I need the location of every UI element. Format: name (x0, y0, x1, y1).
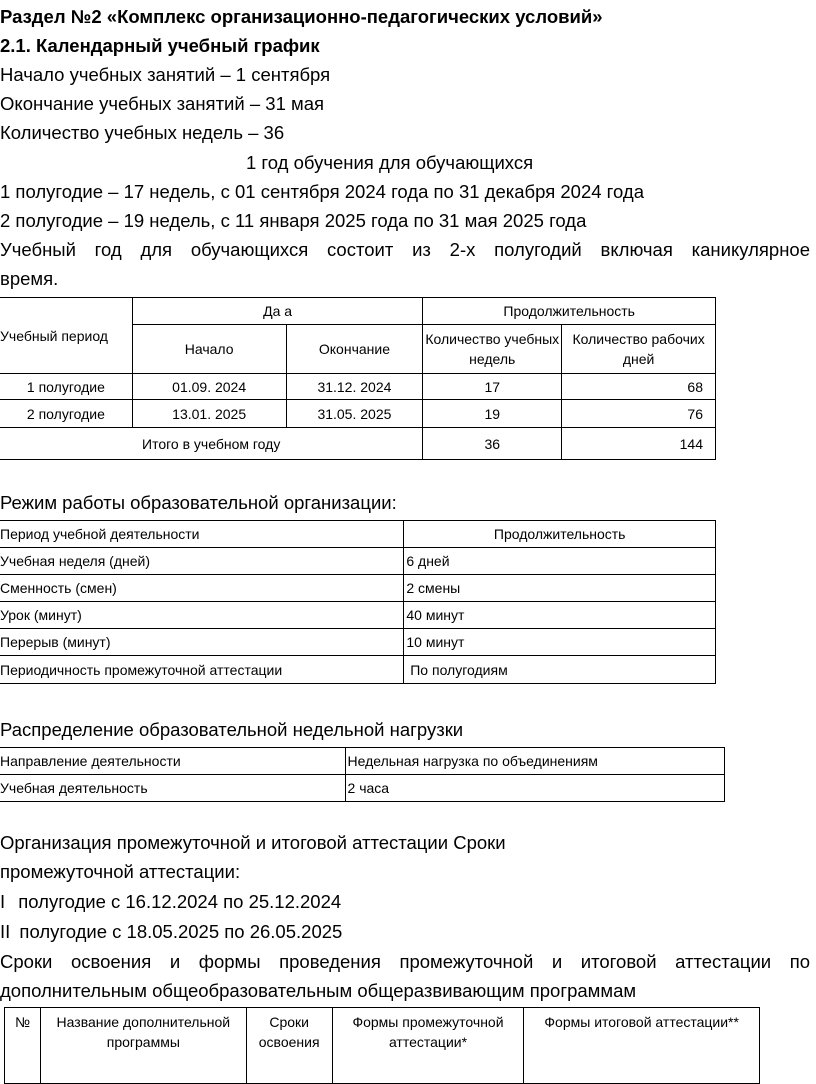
attest-half1 (0, 889, 341, 915)
half2-line: 2 полугодие – 19 недель, с 11 января 2025 года по 31 мая 2025 года (0, 210, 587, 231)
study-year-text-cont: время. (0, 268, 59, 289)
header-duration: Продолжительность (423, 298, 716, 325)
half1-line: 1 полугодие – 17 недель, с 01 сентября 2024 года по 31 декабря 2024 года (0, 181, 644, 202)
table-row (0, 602, 716, 629)
row-name: Учебная деятельность (0, 775, 345, 802)
header-start: Начало (132, 325, 286, 374)
header-activity-period: Период учебной деятельности (0, 521, 404, 548)
mode-table (0, 520, 716, 684)
cell-start: 13.01. 2025 (132, 400, 286, 428)
cell-period: 1 полугодие (0, 374, 132, 400)
load-table (0, 747, 725, 802)
attest-line2: промежуточной аттестации: (0, 861, 241, 882)
attest-half1-text: полугодие с 16.12.2024 по 25.12.2024 (18, 891, 342, 912)
weeks-line: Количество учебных недель – 36 (0, 122, 285, 143)
total-weeks: 36 (423, 428, 562, 460)
programs-table (4, 1007, 760, 1084)
subsection-title: 2.1. Календарный учебный график (0, 35, 320, 56)
header-direction: Направление деятельности (0, 748, 345, 775)
header-weeks: Количество учебных недель (423, 325, 562, 374)
row-name: Сменность (смен) (0, 575, 404, 602)
cell-weeks: 17 (423, 374, 562, 400)
table-row (0, 548, 716, 575)
cell-start: 01.09. 2024 (132, 374, 286, 400)
cell-days: 68 (562, 374, 716, 400)
attest-half2-text: полугодие с 18.05.2025 по 26.05.2025 (19, 921, 343, 942)
row-value: 40 минут (404, 602, 716, 629)
section-title: Раздел №2 «Комплекс организационно-педагогических условий» (0, 6, 603, 27)
header-interim: Формы промежуточной аттестации* (332, 1008, 524, 1084)
row-value: 2 часа (345, 775, 724, 802)
row-value: 10 минут (404, 629, 716, 656)
table-total-row (0, 428, 716, 460)
header-load: Недельная нагрузка по объединениям (345, 748, 724, 775)
header-days: Количество рабочих дней (562, 325, 716, 374)
table-row (0, 656, 716, 684)
row-value: По полугодиям (404, 656, 716, 684)
table-row (0, 775, 725, 802)
table-row (0, 400, 716, 428)
row-value: 6 дней (404, 548, 716, 575)
header-date: Да а (132, 298, 423, 325)
header-terms: Сроки освоения (246, 1008, 332, 1084)
start-line: Начало учебных занятий – 1 сентября (0, 64, 331, 85)
row-name: Урок (минут) (0, 602, 404, 629)
table-row (0, 629, 716, 656)
cell-days: 76 (562, 400, 716, 428)
year-heading: 1 год обучения для обучающихся (246, 152, 534, 173)
cell-end: 31.12. 2024 (286, 374, 423, 400)
row-name: Учебная неделя (дней) (0, 548, 404, 575)
cell-period: 2 полугодие (0, 400, 132, 428)
load-heading: Распределение образовательной недельной нагрузки (0, 719, 464, 740)
terms-line2: дополнительным общеобразовательным общеразвивающим программам (0, 980, 637, 1001)
terms-line1: Сроки освоения и формы проведения промежуточной и итоговой аттестации по (0, 951, 810, 972)
header-end: Окончание (286, 325, 423, 374)
table-row (0, 575, 716, 602)
roman-numeral: I (0, 891, 6, 912)
total-days: 144 (562, 428, 716, 460)
header-period: Учебный период (0, 298, 132, 374)
row-value: 2 смены (404, 575, 716, 602)
header-final: Формы итоговой аттестации** (524, 1008, 760, 1084)
mode-heading: Режим работы образовательной организации: (0, 492, 397, 513)
header-program-name: Название дополнительной программы (40, 1008, 246, 1084)
attest-line1: Организация промежуточной и итоговой аттестации Сроки (0, 832, 506, 853)
total-label: Итого в учебном году (0, 428, 423, 460)
cell-end: 31.05. 2025 (286, 400, 423, 428)
attest-half2 (0, 919, 342, 945)
study-year-text: Учебный год для обучающихся состоит из 2-х полугодий включая каникулярное (0, 239, 810, 260)
row-name: Перерыв (минут) (0, 629, 404, 656)
end-line: Окончание учебных занятий – 31 мая (0, 93, 325, 114)
header-duration: Продолжительность (404, 521, 716, 548)
table-row (0, 374, 716, 400)
header-num: № (5, 1008, 41, 1084)
calendar-table (0, 297, 716, 460)
cell-weeks: 19 (423, 400, 562, 428)
row-name: Периодичность промежуточной аттестации (0, 656, 404, 684)
roman-numeral: II (0, 921, 11, 942)
